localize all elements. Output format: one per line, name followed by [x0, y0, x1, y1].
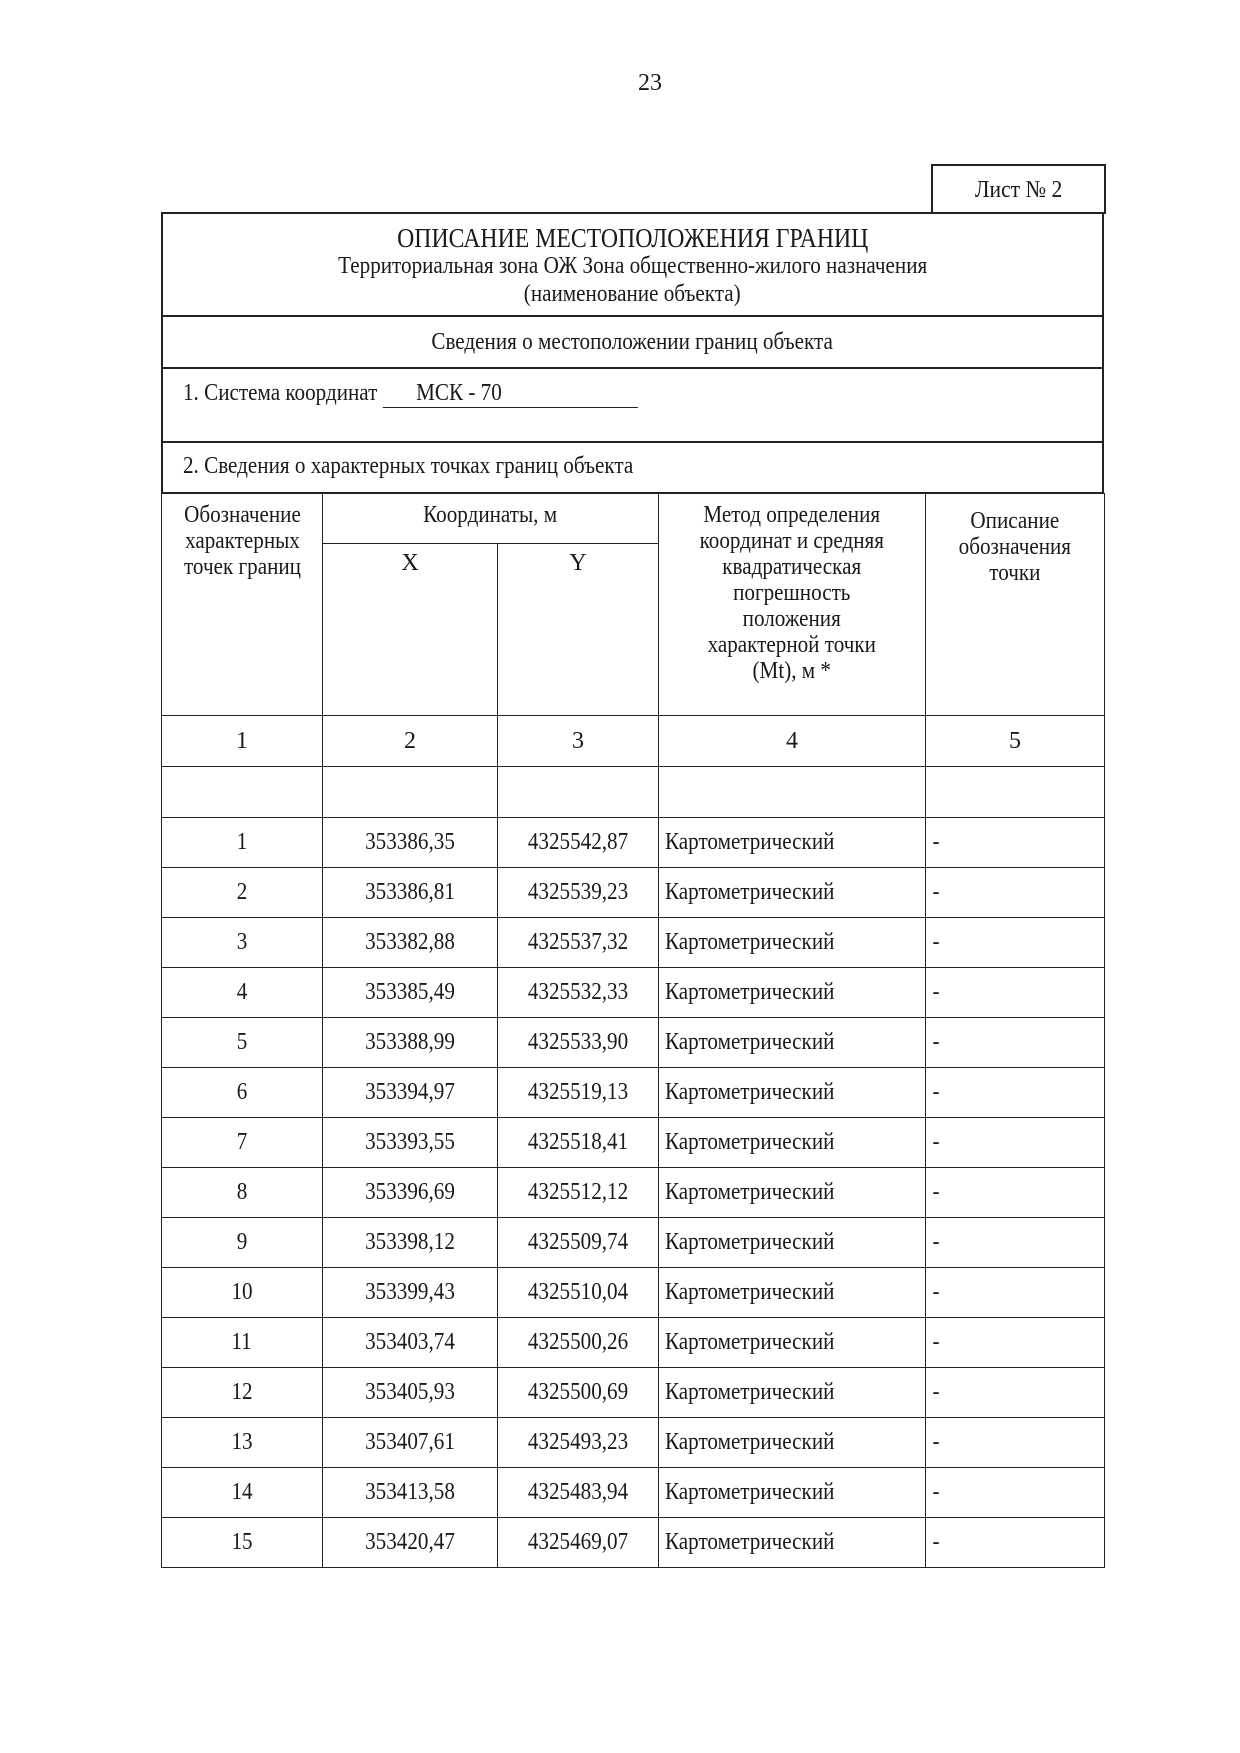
cell-point: 9 [162, 1218, 323, 1268]
page-number [0, 70, 1240, 97]
cell-y: 4325483,94 [498, 1468, 659, 1518]
cell-description: - [926, 1118, 1105, 1168]
cell-point: 11 [162, 1318, 323, 1368]
characteristic-points-section [163, 443, 1102, 494]
object-name: Территориальная зона ОЖ Зона общественно-жилого назначения [337, 253, 928, 279]
cell-point: 15 [162, 1518, 323, 1568]
header-method: Метод определения координат и средняя квадратическая погрешность положения характерной точки (Mt), м * [659, 494, 926, 716]
table-row [162, 968, 1105, 1018]
cell-description: - [926, 1068, 1105, 1118]
cell-description: - [926, 1018, 1105, 1068]
cell-method: Картометрический [659, 1318, 926, 1368]
cell-x: 353386,81 [323, 868, 498, 918]
cell-x: 353420,47 [323, 1518, 498, 1568]
table-header-row [162, 494, 1105, 544]
header-x: X [323, 544, 498, 716]
cell-method: Картометрический [659, 818, 926, 868]
boundary-info-section [163, 317, 1102, 369]
cell-y: 4325542,87 [498, 818, 659, 868]
table-row [162, 1518, 1105, 1568]
cell-y: 4325518,41 [498, 1118, 659, 1168]
cell-description: - [926, 1268, 1105, 1318]
coordinate-system-section [163, 369, 1102, 443]
cell-method: Картометрический [659, 1118, 926, 1168]
cell-y: 4325500,69 [498, 1368, 659, 1418]
cell-description: - [926, 868, 1105, 918]
column-number: 1 [162, 716, 323, 767]
cell-method: Картометрический [659, 1368, 926, 1418]
cell-y: 4325539,23 [498, 868, 659, 918]
cell-point: 8 [162, 1168, 323, 1218]
column-number: 3 [498, 716, 659, 767]
cell-method: Картометрический [659, 1218, 926, 1268]
cell-y: 4325519,13 [498, 1068, 659, 1118]
cell-x: 353394,97 [323, 1068, 498, 1118]
cell-method: Картометрический [659, 1518, 926, 1568]
cell-method: Картометрический [659, 1268, 926, 1318]
table-row [162, 1368, 1105, 1418]
table-row [162, 1268, 1105, 1318]
sheet-number-label: Лист № 2 [974, 176, 1063, 203]
cell-y: 4325512,12 [498, 1168, 659, 1218]
cell-y: 4325533,90 [498, 1018, 659, 1068]
column-number: 4 [659, 716, 926, 767]
table-row [162, 1118, 1105, 1168]
boundary-info-heading: Сведения о местоположении границ объекта [431, 329, 834, 355]
column-number: 2 [323, 716, 498, 767]
table-row [162, 1318, 1105, 1368]
cell-point: 5 [162, 1018, 323, 1068]
cell-method: Картометрический [659, 1068, 926, 1118]
header-point-designation: Обозначение характерных точек границ [162, 494, 323, 716]
cell-x: 353405,93 [323, 1368, 498, 1418]
cell-method: Картометрический [659, 968, 926, 1018]
cell-description: - [926, 918, 1105, 968]
cell-y: 4325509,74 [498, 1218, 659, 1268]
boundary-points-table [161, 493, 1105, 1568]
column-number: 5 [926, 716, 1105, 767]
page-number-text: 23 [638, 70, 662, 96]
coordinate-system-label: 1. Система координат [183, 380, 378, 406]
table-row [162, 1418, 1105, 1468]
cell-x: 353407,61 [323, 1418, 498, 1468]
table-row [162, 1018, 1105, 1068]
header-point-description: Описание обозначения точки [926, 494, 1105, 716]
cell-point: 1 [162, 818, 323, 868]
cell-description: - [926, 1168, 1105, 1218]
cell-description: - [926, 1218, 1105, 1268]
cell-description: - [926, 818, 1105, 868]
cell-x: 353413,58 [323, 1468, 498, 1518]
cell-point: 3 [162, 918, 323, 968]
cell-point: 14 [162, 1468, 323, 1518]
cell-point: 10 [162, 1268, 323, 1318]
cell-x: 353388,99 [323, 1018, 498, 1068]
table-row [162, 918, 1105, 968]
cell-method: Картометрический [659, 1468, 926, 1518]
cell-method: Картометрический [659, 1168, 926, 1218]
characteristic-points-heading: 2. Сведения о характерных точках границ объекта [183, 453, 634, 479]
cell-y: 4325532,33 [498, 968, 659, 1018]
cell-point: 4 [162, 968, 323, 1018]
title-section [163, 214, 1102, 317]
coordinate-system-value: МСК - 70 [383, 379, 638, 408]
cell-method: Картометрический [659, 868, 926, 918]
table-row [162, 1468, 1105, 1518]
cell-x: 353382,88 [323, 918, 498, 968]
cell-x: 353403,74 [323, 1318, 498, 1368]
cell-description: - [926, 968, 1105, 1018]
cell-description: - [926, 1368, 1105, 1418]
cell-method: Картометрический [659, 1418, 926, 1468]
cell-y: 4325500,26 [498, 1318, 659, 1368]
cell-description: - [926, 1518, 1105, 1568]
cell-description: - [926, 1468, 1105, 1518]
table-body [162, 818, 1105, 1568]
cell-point: 6 [162, 1068, 323, 1118]
header-y: Y [498, 544, 659, 716]
table-row [162, 1168, 1105, 1218]
cell-point: 2 [162, 868, 323, 918]
cell-x: 353393,55 [323, 1118, 498, 1168]
header-coordinates: Координаты, м [323, 494, 659, 544]
cell-point: 12 [162, 1368, 323, 1418]
boundary-description-form [161, 212, 1104, 494]
cell-x: 353385,49 [323, 968, 498, 1018]
table-row [162, 1068, 1105, 1118]
cell-y: 4325510,04 [498, 1268, 659, 1318]
cell-method: Картометрический [659, 1018, 926, 1068]
cell-description: - [926, 1318, 1105, 1368]
table-row [162, 868, 1105, 918]
cell-y: 4325537,32 [498, 918, 659, 968]
cell-y: 4325493,23 [498, 1418, 659, 1468]
table-row [162, 818, 1105, 868]
empty-row [162, 767, 1105, 818]
cell-method: Картометрический [659, 918, 926, 968]
cell-x: 353396,69 [323, 1168, 498, 1218]
sheet-number-box [931, 164, 1106, 214]
table-row [162, 1218, 1105, 1268]
cell-y: 4325469,07 [498, 1518, 659, 1568]
cell-x: 353398,12 [323, 1218, 498, 1268]
cell-x: 353386,35 [323, 818, 498, 868]
object-name-caption: (наименование объекта) [524, 281, 741, 307]
cell-point: 7 [162, 1118, 323, 1168]
cell-point: 13 [162, 1418, 323, 1468]
column-number-row [162, 716, 1105, 767]
document-heading: ОПИСАНИЕ МЕСТОПОЛОЖЕНИЯ ГРАНИЦ [396, 223, 869, 253]
cell-x: 353399,43 [323, 1268, 498, 1318]
cell-description: - [926, 1418, 1105, 1468]
